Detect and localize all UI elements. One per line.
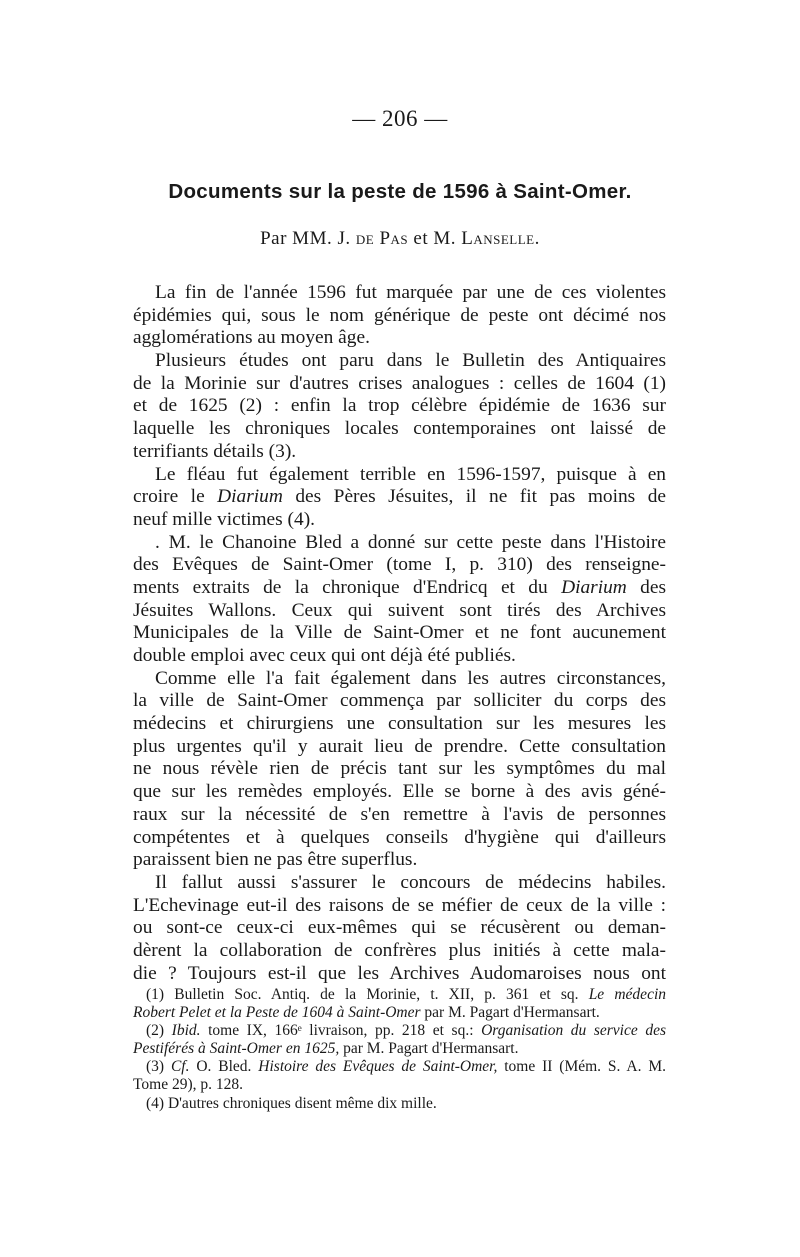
footnote-italic: Robert Pelet et la Peste de 1604 à Saint-Omer — [133, 1004, 421, 1022]
footnote-italic: Histoire des Evêques de Saint-Omer, — [258, 1058, 498, 1076]
body-line: épidémies qui, sous le nom générique de peste ont décimé nos — [133, 304, 666, 326]
body-line: terrifiants détails (3). — [133, 440, 297, 462]
body-line — [133, 577, 666, 600]
text-segment: des Pères Jésuites, il ne fit pas moins de — [282, 486, 666, 508]
body-line: de la Morinie sur d'autres crises analogues : celles de 1604 (1) — [133, 372, 666, 394]
body-line: L'Echevinage eut-il des raisons de se méfier de ceux de la ville : — [133, 894, 666, 916]
text-segment: des — [626, 576, 666, 598]
footnote-line — [133, 1004, 666, 1022]
article-byline — [0, 228, 800, 250]
body-line: Le fléau fut également terrible en 1596-1597, puisque à en — [155, 463, 666, 485]
article-body — [133, 282, 666, 985]
body-line: paraissent bien ne pas être superflus. — [133, 849, 418, 871]
italic-title: Diarium — [217, 486, 283, 508]
body-line: laquelle les chroniques locales contemporaines ont laissé de — [133, 418, 666, 440]
text-segment: croire le — [133, 486, 218, 508]
body-line: Jésuites Wallons. Ceux qui suivent sont tirés des Archives — [133, 599, 666, 621]
footnote-text: O. Bled. — [189, 1058, 259, 1076]
body-line: et de 1625 (2) : enfin la trop célèbre épidémie de 1636 sur — [133, 395, 666, 417]
body-line: neuf mille victimes (4). — [133, 508, 316, 530]
footnote-italic: Le médecin — [588, 986, 667, 1003]
footnote-line — [133, 1095, 666, 1113]
body-line: die ? Toujours est-il que les Archives Audomaroises nous ont — [133, 962, 666, 984]
page-number: — 206 — — [352, 106, 448, 131]
footnote-text: par M. Pagart d'Hermansart. — [420, 1004, 600, 1022]
footnote-line — [133, 1022, 666, 1040]
author-name-1: Pas — [379, 228, 409, 249]
body-line: médecins et chirurgiens une consultation sur les mesures les — [133, 713, 666, 735]
body-line: double emploi avec ceux qui ont déjà été publiés. — [133, 645, 516, 666]
body-line: des Evêques de Saint-Omer (tome I, p. 310) des renseigne- — [133, 554, 666, 576]
body-line: ou sont-ce ceux-ci eux-mêmes qui se récusèrent ou deman- — [133, 917, 666, 939]
footnotes — [133, 986, 666, 1113]
author-name-2: Lanselle. — [461, 228, 540, 249]
text-segment: ments extraits de la chronique d'Endricq et du — [133, 576, 562, 598]
byline-conjunction: et M. — [413, 228, 456, 249]
body-line: Municipales de la Ville de Saint-Omer et ne font aucunement — [133, 622, 666, 644]
footnote-line — [133, 1040, 666, 1058]
body-line: ne nous révèle rien de précis tant sur les symptômes du mal — [133, 758, 666, 780]
body-line: dèrent la collaboration de confrères plus initiés à cette mala- — [133, 939, 666, 961]
body-line: La fin de l'année 1596 fut marquée par une de ces violentes — [155, 282, 666, 303]
body-line: la ville de Saint-Omer commença par solliciter du corps des — [133, 690, 666, 712]
article-title: Documents sur la peste de 1596 à Saint-Omer. — [168, 180, 632, 203]
footnote-italic: Organisation du service des — [481, 1022, 666, 1040]
footnote-line — [133, 1076, 666, 1094]
body-line: agglomérations au moyen âge. — [133, 327, 370, 349]
body-line: plus urgentes qu'il y aurait lieu de prendre. Cette consultation — [133, 735, 666, 757]
footnote-text: (1) Bulletin Soc. Antiq. de la Morinie, t. XII, p. 361 et sq. — [146, 986, 589, 1003]
byline-particle: de — [355, 228, 375, 249]
body-line: Plusieurs études ont paru dans le Bulletin des Antiquaires — [155, 350, 666, 372]
body-line: Comme elle l'a fait également dans les autres circonstances, — [155, 667, 666, 689]
footnote-text: tome IX, 166ᵉ livraison, pp. 218 et sq.: — [200, 1022, 482, 1040]
body-line: Il fallut aussi s'assurer le concours de médecins habiles. — [155, 871, 666, 893]
footnote-italic: Ibid. — [171, 1022, 201, 1040]
footnote-text: tome II (Mém. S. A. M. — [497, 1058, 666, 1076]
body-line: raux sur la nécessité de s'en remettre à l'avis de personnes — [133, 803, 666, 825]
footnote-text: Tome 29), p. 128. — [133, 1076, 243, 1094]
body-line: . M. le Chanoine Bled a donné sur cette peste dans l'Histoire — [155, 531, 666, 553]
footnote-text: (3) — [146, 1058, 171, 1076]
body-line — [133, 486, 666, 509]
footnote-line — [133, 1058, 666, 1076]
footnote-text: par M. Pagart d'Hermansart. — [339, 1040, 519, 1058]
footnote-italic: Pestiférés à Saint-Omer en 1625, — [133, 1040, 340, 1058]
footnote-text: (2) — [146, 1022, 172, 1040]
italic-title: Diarium — [561, 576, 627, 598]
footnote-text: (4) D'autres chroniques disent même dix mille. — [146, 1094, 437, 1112]
footnote-italic: Cf. — [170, 1058, 190, 1076]
body-line: que sur les remèdes employés. Elle se borne à des avis géné- — [133, 781, 666, 803]
byline-prefix: Par MM. J. — [260, 228, 351, 249]
footnote-line — [133, 986, 666, 1004]
body-line: compétentes et à quelques conseils d'hygiène qui d'ailleurs — [133, 826, 666, 848]
